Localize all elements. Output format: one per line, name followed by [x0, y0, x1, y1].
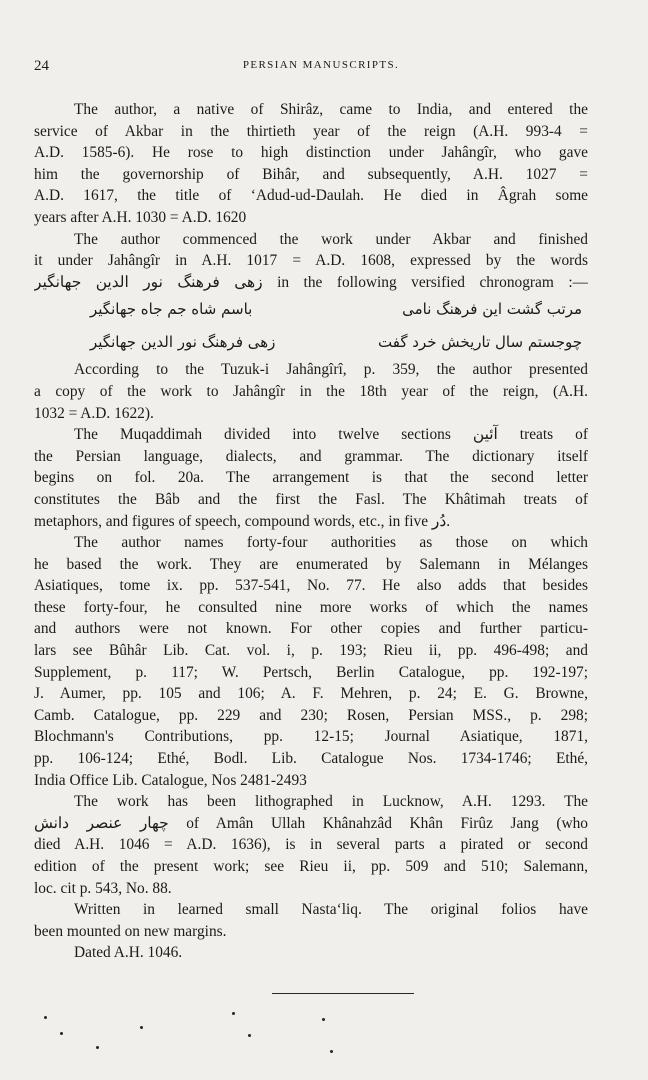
print-speck [322, 1018, 325, 1021]
body-text [34, 99, 588, 964]
paragraph-2 [34, 229, 588, 294]
text-line: loc. cit p. 543, No. 88. [34, 879, 172, 897]
verse-line-2 [34, 326, 588, 359]
text-line: begins on fol. 20a. The arrangement is that the second letter [34, 469, 588, 487]
paragraph-7 [34, 899, 588, 942]
text-line: India Office Lib. Catalogue, Nos 2481-2493 [34, 771, 307, 789]
paragraph-3 [34, 359, 588, 424]
print-speck [96, 1046, 99, 1049]
paragraph-4 [34, 424, 588, 532]
text-line: the Persian language, dialects, and grammar. The dictionary itself [34, 447, 588, 465]
text-line: it under Jahângîr in A.H. 1017 = A.D. 1608, expressed by the words [34, 252, 588, 270]
text-line: these forty-four, he consulted nine more works of which the names [34, 598, 588, 616]
text-line: The author names forty-four authorities as those on which [74, 534, 588, 552]
text-line: The work has been lithographed in Lucknow, A.H. 1293. The [74, 793, 588, 811]
text-line: A.D. 1617, the title of ‘Adud-ud-Daulah. He died in Âgrah some [34, 187, 588, 205]
page-number: 24 [34, 58, 49, 74]
verse-hemistich: باسم شاه جم جاه جهانگیر [90, 300, 253, 319]
text-line: 1032 = A.D. 1622). [34, 404, 154, 422]
text-line: edition of the present work; see Rieu ii, pp. 509 and 510; Salemann, [34, 858, 588, 875]
running-head: PERSIAN MANUSCRIPTS. [242, 59, 400, 71]
verse-hemistich: مرتب گشت این فرهنگ نامی [402, 300, 582, 319]
print-speck [248, 1034, 251, 1037]
print-speck [140, 1026, 143, 1029]
text-line: been mounted on new margins. [34, 922, 227, 940]
text-line: According to the Tuzuk-i Jahângîrî, p. 359, the author presented [74, 361, 588, 379]
print-speck [60, 1032, 63, 1035]
text-line: metaphors, and figures of speech, compound words, etc., in five دُر. [34, 512, 451, 530]
text-line: Blochmann's Contributions, pp. 12-15; Journal Asiatique, 1871, [34, 728, 588, 746]
text-line: he based the work. They are enumerated by Salemann in Mélanges [34, 555, 588, 573]
print-speck [232, 1012, 235, 1015]
print-speck [330, 1050, 333, 1053]
paragraph-6 [34, 791, 588, 899]
text-line: years after A.H. 1030 = A.D. 1620 [34, 208, 247, 226]
text-line: Supplement, p. 117; W. Pertsch, Berlin Catalogue, pp. 192-197; [34, 663, 588, 681]
text-line: Asiatiques, tome ix. pp. 537-541, No. 77. He also adds that besides [34, 577, 588, 595]
verse-hemistich: زهی فرهنگ نور الدین جهانگیر [90, 333, 276, 352]
text-line: pp. 106-124; Ethé, Bodl. Lib. Catalogue Nos. 1734-1746; Ethé, [34, 750, 588, 768]
text-line: The author commenced the work under Akbar and finished [74, 230, 588, 248]
text-line: J. Aumer, pp. 105 and 106; A. F. Mehren, p. 24; E. G. Browne, [34, 685, 588, 703]
text-line: constitutes the Bâb and the first the Fasl. The Khâtimah treats of [34, 490, 588, 508]
closing-rule [272, 993, 414, 994]
text-line: and authors were not known. For other copies and further particu- [34, 620, 588, 638]
print-speck [44, 1016, 47, 1019]
text-line: lars see Bûhâr Lib. Cat. vol. i, p. 193; Rieu ii, pp. 496-498; and [34, 642, 588, 660]
verse-hemistich: چوجستم سال تاریخش خرد گفت [378, 333, 582, 352]
paragraph-1 [34, 99, 588, 229]
text-line: Camb. Catalogue, pp. 229 and 230; Rosen, Persian MSS., p. 298; [34, 706, 588, 724]
text-line: A.D. 1585-6). He rose to high distinction under Jahângîr, who gave [34, 144, 588, 162]
page-header [34, 58, 608, 82]
text-line: The author, a native of Shirâz, came to India, and entered the [74, 101, 588, 118]
text-line: died A.H. 1046 = A.D. 1636), is in several parts a pirated or second [34, 836, 588, 854]
text-line: زهی فرهنگ نور الدین جهانگیر in the following versified chronogram :— [34, 273, 588, 291]
text-line: service of Akbar in the thirtieth year of the reign (A.H. 993-4 = [34, 122, 588, 140]
dated-line: Dated A.H. 1046. [74, 944, 183, 962]
text-line: چهار عنصر دانش of Amân Ullah Khânahzâd Khân Firûz Jang (who [34, 814, 588, 832]
verse-line-1 [34, 293, 588, 326]
text-line: him the governorship of Bihâr, and subsequently, A.H. 1027 = [34, 165, 588, 183]
paragraph-5 [34, 532, 588, 791]
text-line: The Muqaddimah divided into twelve sections آئین treats of [74, 426, 588, 444]
text-line: a copy of the work to Jahângîr in the 18th year of the reign, (A.H. [34, 382, 588, 400]
text-line: Written in learned small Nasta‘liq. The original folios have [74, 901, 588, 919]
